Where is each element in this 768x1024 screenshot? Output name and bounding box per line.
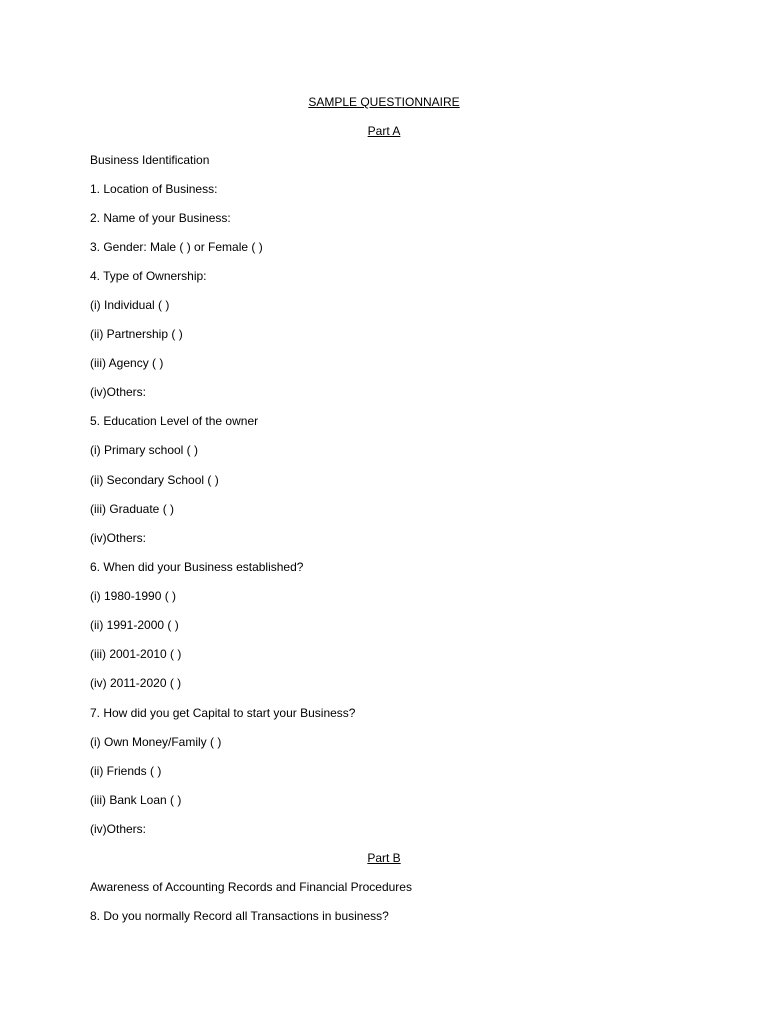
section-heading-business-identification: Business Identification [90, 153, 210, 167]
question-5: 5. Education Level of the owner [90, 414, 259, 428]
q6-option: (i) 1980-1990 ( ) [90, 589, 177, 603]
question-7: 7. How did you get Capital to start your Business? [90, 706, 356, 720]
q6-option: (ii) 1991-2000 ( ) [90, 618, 179, 632]
question-3: 3. Gender: Male ( ) or Female ( ) [90, 240, 263, 254]
question-8: 8. Do you normally Record all Transactions in business? [90, 909, 389, 923]
q7-option: (iv)Others: [90, 822, 147, 836]
q4-option: (ii) Partnership ( ) [90, 327, 183, 341]
question-1: 1. Location of Business: [90, 182, 218, 196]
q4-option: (i) Individual ( ) [90, 298, 170, 312]
q5-option: (iv)Others: [90, 531, 147, 545]
document-title: SAMPLE QUESTIONNAIRE [308, 95, 460, 109]
section-heading-awareness: Awareness of Accounting Records and Financial Procedures [90, 880, 412, 894]
q7-option: (ii) Friends ( ) [90, 764, 162, 778]
q5-option: (i) Primary school ( ) [90, 443, 199, 457]
q4-option: (iv)Others: [90, 385, 147, 399]
q4-option: (iii) Agency ( ) [90, 356, 164, 370]
question-4: 4. Type of Ownership: [90, 269, 207, 283]
q5-option: (ii) Secondary School ( ) [90, 473, 219, 487]
q6-option: (iii) 2001-2010 ( ) [90, 647, 182, 661]
question-2: 2. Name of your Business: [90, 211, 231, 225]
q7-option: (iii) Bank Loan ( ) [90, 793, 182, 807]
question-6: 6. When did your Business established? [90, 560, 304, 574]
q5-option: (iii) Graduate ( ) [90, 502, 175, 516]
q7-option: (i) Own Money/Family ( ) [90, 735, 222, 749]
part-b-heading: Part B [367, 851, 401, 865]
part-a-heading: Part A [367, 124, 401, 138]
q6-option: (iv) 2011-2020 ( ) [90, 676, 182, 690]
